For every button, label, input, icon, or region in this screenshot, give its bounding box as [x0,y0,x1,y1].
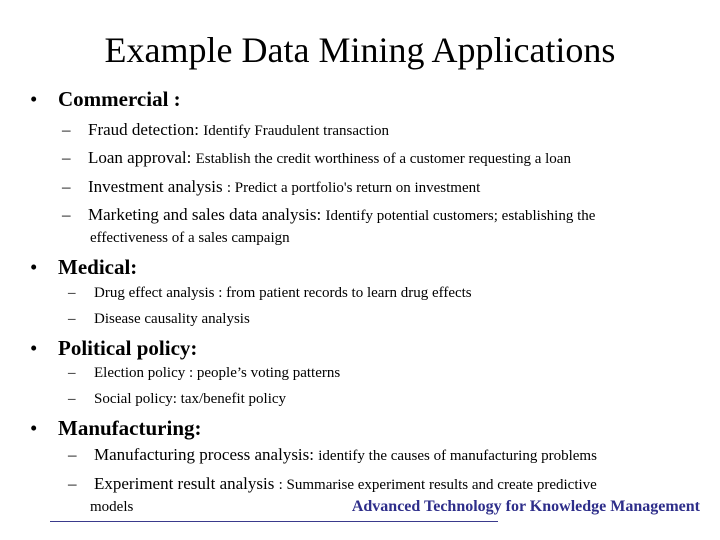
list-item [62,119,389,142]
bullet-icon: • [30,255,38,279]
item-lead: Manufacturing process analysis: [94,445,319,464]
list-item [68,444,597,467]
list-item [62,176,480,199]
list-item [62,147,571,170]
dash-icon: – [68,474,77,493]
item-continuation: effectiveness of a sales campaign [90,230,290,246]
slide-title: Example Data Mining Applications [104,30,616,70]
list-item [68,473,597,496]
footer-divider [50,521,498,522]
list-item [68,282,472,304]
item-text: Drug effect analysis : from patient records to learn drug effects [94,285,472,301]
bullet-icon: • [30,87,38,111]
item-desc: Establish the credit worthiness of a customer requesting a loan [195,151,571,167]
dash-icon: – [68,391,76,407]
item-desc: Identify potential customers; establishing the [325,208,596,224]
dash-icon: – [68,365,76,381]
item-continuation: models [90,499,134,515]
item-lead: Loan approval: [88,148,196,167]
dash-icon: – [68,311,76,327]
section-heading-label: Manufacturing: [58,416,202,440]
section-heading-commercial [30,86,181,112]
list-item [62,204,595,227]
footer-text: Advanced Technology for Knowledge Management [351,498,700,515]
item-desc: identify the causes of manufacturing problems [318,448,597,464]
section-heading-manufacturing [30,415,202,441]
list-item [68,308,250,330]
dash-icon: – [62,205,71,224]
section-heading-medical [30,254,137,280]
section-heading-label: Medical: [58,255,138,279]
item-lead: Experiment result analysis [94,474,279,493]
list-item [68,362,340,384]
item-desc: Identify Fraudulent transaction [203,123,389,139]
list-item [68,388,286,410]
dash-icon: – [68,445,77,464]
section-heading-label: Political policy: [58,336,198,360]
item-text: Social policy: tax/benefit policy [94,391,287,407]
section-heading-label: Commercial : [58,87,181,111]
item-lead: Marketing and sales data analysis: [88,205,326,224]
item-desc: : Predict a portfolio's return on investment [226,180,481,196]
item-text: Disease causality analysis [94,311,250,327]
bullet-icon: • [30,416,38,440]
item-lead: Investment analysis [88,177,227,196]
bullet-icon: • [30,336,38,360]
section-heading-political [30,335,197,361]
dash-icon: – [62,120,71,139]
dash-icon: – [62,177,71,196]
dash-icon: – [68,285,76,301]
item-text: Election policy : people’s voting patterns [94,365,341,381]
dash-icon: – [62,148,71,167]
item-desc: : Summarise experiment results and create predictive [278,477,597,493]
item-lead: Fraud detection: [88,120,204,139]
